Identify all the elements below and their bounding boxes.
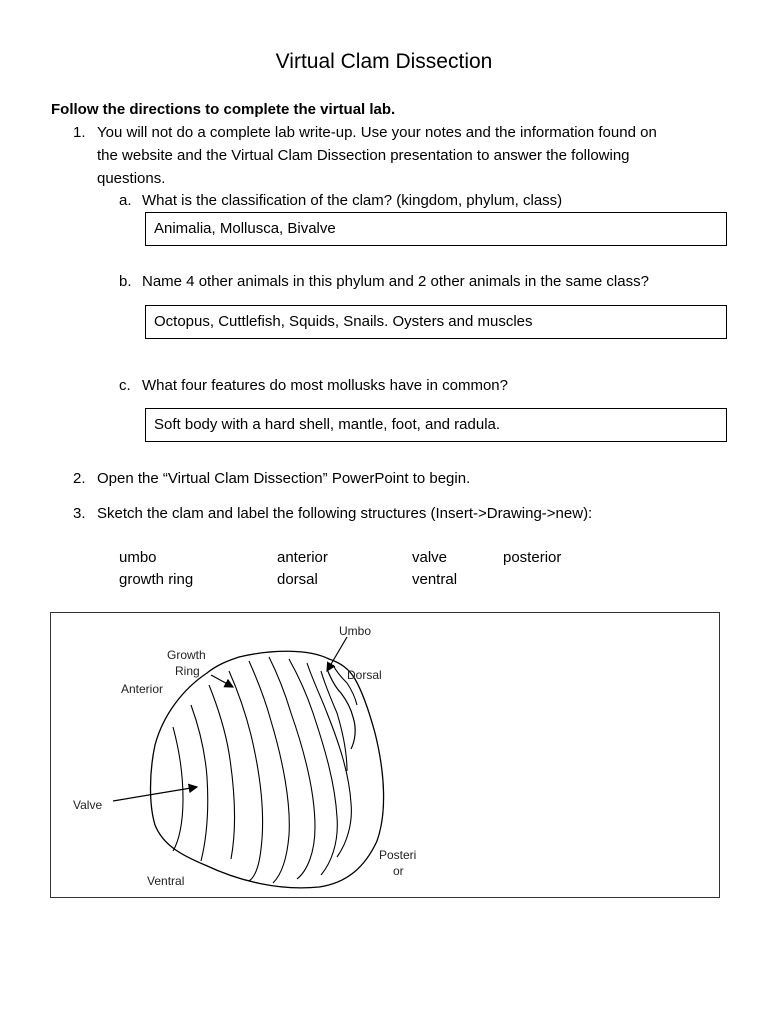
answer-a-box[interactable]: Animalia, Mollusca, Bivalve <box>145 212 727 246</box>
growth-ring-arrow <box>211 675 233 687</box>
question-a-letter: a. <box>119 192 132 209</box>
structure-umbo: umbo <box>119 549 157 566</box>
item-3-number: 3. <box>73 505 86 522</box>
label-umbo: Umbo <box>339 624 372 638</box>
structure-valve: valve <box>412 549 448 566</box>
question-c-text: What four features do most mollusks have in common? <box>142 377 508 394</box>
umbo-arrow <box>327 637 347 671</box>
label-valve: Valve <box>73 798 103 812</box>
directions-heading: Follow the directions to complete the virtual lab. <box>51 101 396 118</box>
item-3-text: Sketch the clam and label the following structures (Insert->Drawing->new): <box>97 505 593 522</box>
item-2-number: 2. <box>73 470 86 487</box>
structure-dorsal: dorsal <box>277 571 318 588</box>
page-title: Virtual Clam Dissection <box>275 50 493 73</box>
label-ventral: Ventral <box>147 874 185 888</box>
structure-growth-ring: growth ring <box>119 571 194 588</box>
question-b-letter: b. <box>119 273 132 290</box>
clam-diagram <box>51 613 719 897</box>
question-c-letter: c. <box>119 377 131 394</box>
item-1-line-3: questions. <box>97 170 166 187</box>
label-posterior-1: Posteri <box>379 848 417 862</box>
shell-outline <box>151 651 384 888</box>
answer-c-box[interactable]: Soft body with a hard shell, mantle, foot, and radula. <box>145 408 727 442</box>
label-posterior-2: or <box>393 864 404 878</box>
label-anterior: Anterior <box>121 682 164 696</box>
clam-diagram-frame <box>50 612 720 898</box>
label-dorsal: Dorsal <box>347 668 382 682</box>
item-1-number: 1. <box>73 124 86 141</box>
valve-arrow <box>113 787 197 801</box>
question-b-text: Name 4 other animals in this phylum and 2 other animals in the same class? <box>142 273 649 290</box>
item-1-line-2: the website and the Virtual Clam Dissection presentation to answer the following <box>97 147 630 164</box>
structure-anterior: anterior <box>277 549 328 566</box>
answer-b-box[interactable]: Octopus, Cuttlefish, Squids, Snails. Oysters and muscles <box>145 305 727 339</box>
item-1-line-1: You will not do a complete lab write-up. Use your notes and the information found on <box>97 124 657 141</box>
label-growth-ring-2: Ring <box>175 664 200 678</box>
item-2-text: Open the “Virtual Clam Dissection” PowerPoint to begin. <box>97 470 471 487</box>
question-a-text: What is the classification of the clam? (kingdom, phylum, class) <box>142 192 563 209</box>
label-growth-ring-1: Growth <box>167 648 206 662</box>
structure-ventral: ventral <box>412 571 458 588</box>
structure-posterior: posterior <box>503 549 562 566</box>
growth-rings <box>173 657 351 883</box>
